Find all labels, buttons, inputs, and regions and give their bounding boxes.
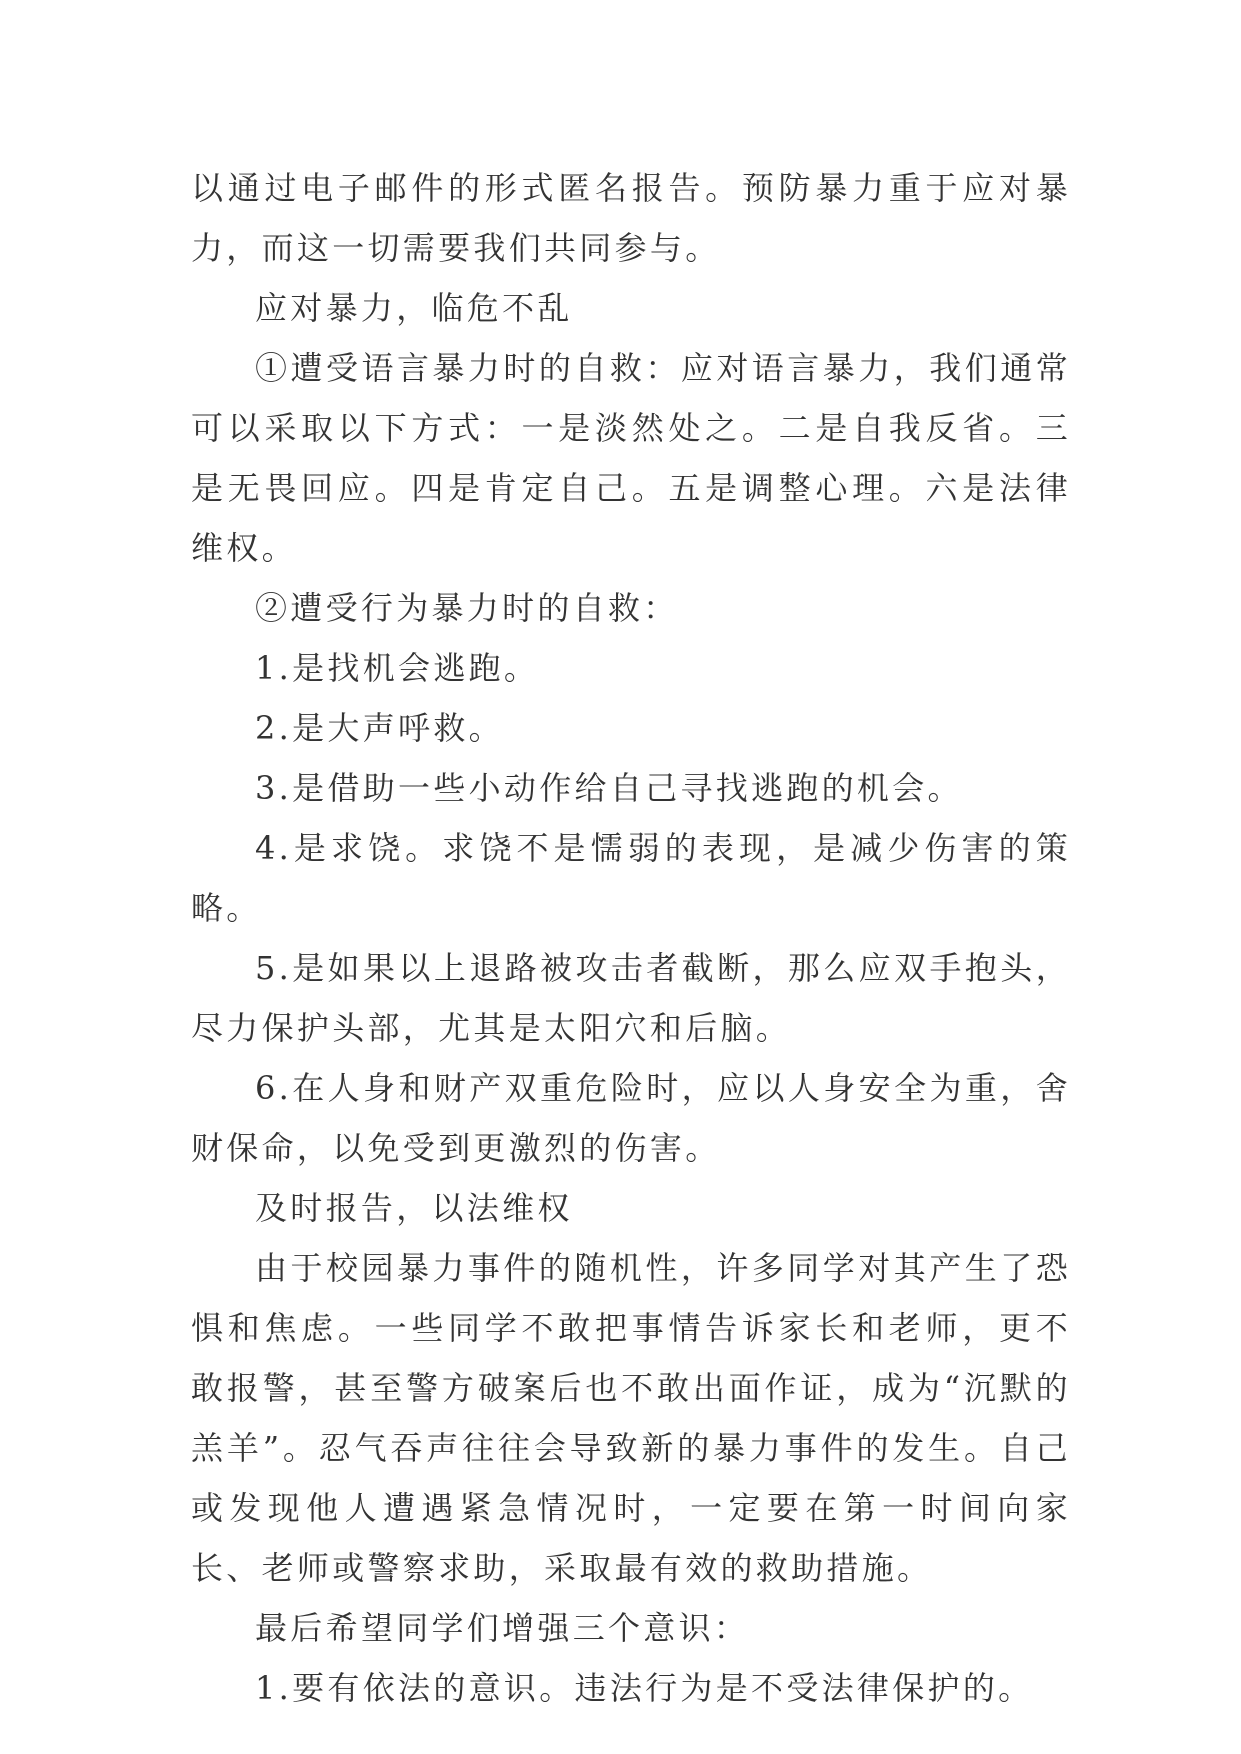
list-item: 5.是如果以上退路被攻击者截断，那么应双手抱头，尽力保护头部，尤其是太阳穴和后脑。 — [191, 949, 1071, 1047]
list-item: 1.是找机会逃跑。 — [255, 649, 540, 687]
list-item: 1.要有依法的意识。违法行为是不受法律保护的。 — [255, 1669, 1034, 1707]
document-body — [191, 158, 1071, 1718]
section-heading-report: 及时报告，以法维权 — [255, 1189, 573, 1227]
paragraph-physical-violence-heading: ②遭受行为暴力时的自救： — [255, 589, 679, 627]
paragraph-verbal-violence: ①遭受语言暴力时的自救：应对语言暴力，我们通常可以采取以下方式：一是淡然处之。二是自我反省。三是无畏回应。四是肯定自己。五是调整心理。六是法律维权。 — [191, 349, 1071, 567]
list-item: 3.是借助一些小动作给自己寻找逃跑的机会。 — [255, 769, 963, 807]
paragraph-report-body: 由于校园暴力事件的随机性，许多同学对其产生了恐惧和焦虑。一些同学不敢把事情告诉家长和老师，更不敢报警，甚至警方破案后也不敢出面作证，成为“沉默的羔羊”。忍气吞声往往会导致新的暴力事件的发生。自己或发现他人遭遇紧急情况时，一定要在第一时间向家长、老师或警察求助，采取最有效的救助措施。 — [191, 1249, 1071, 1587]
list-item: 6.在人身和财产双重危险时，应以人身安全为重，舍财保命，以免受到更激烈的伤害。 — [191, 1069, 1071, 1167]
list-item: 2.是大声呼救。 — [255, 709, 504, 747]
list-item: 4.是求饶。求饶不是懦弱的表现，是减少伤害的策略。 — [191, 829, 1071, 927]
paragraph-continuation: 以通过电子邮件的形式匿名报告。预防暴力重于应对暴力，而这一切需要我们共同参与。 — [191, 169, 1071, 267]
section-heading-respond: 应对暴力，临危不乱 — [255, 289, 573, 327]
paragraph-awareness-intro: 最后希望同学们增强三个意识： — [255, 1609, 750, 1647]
